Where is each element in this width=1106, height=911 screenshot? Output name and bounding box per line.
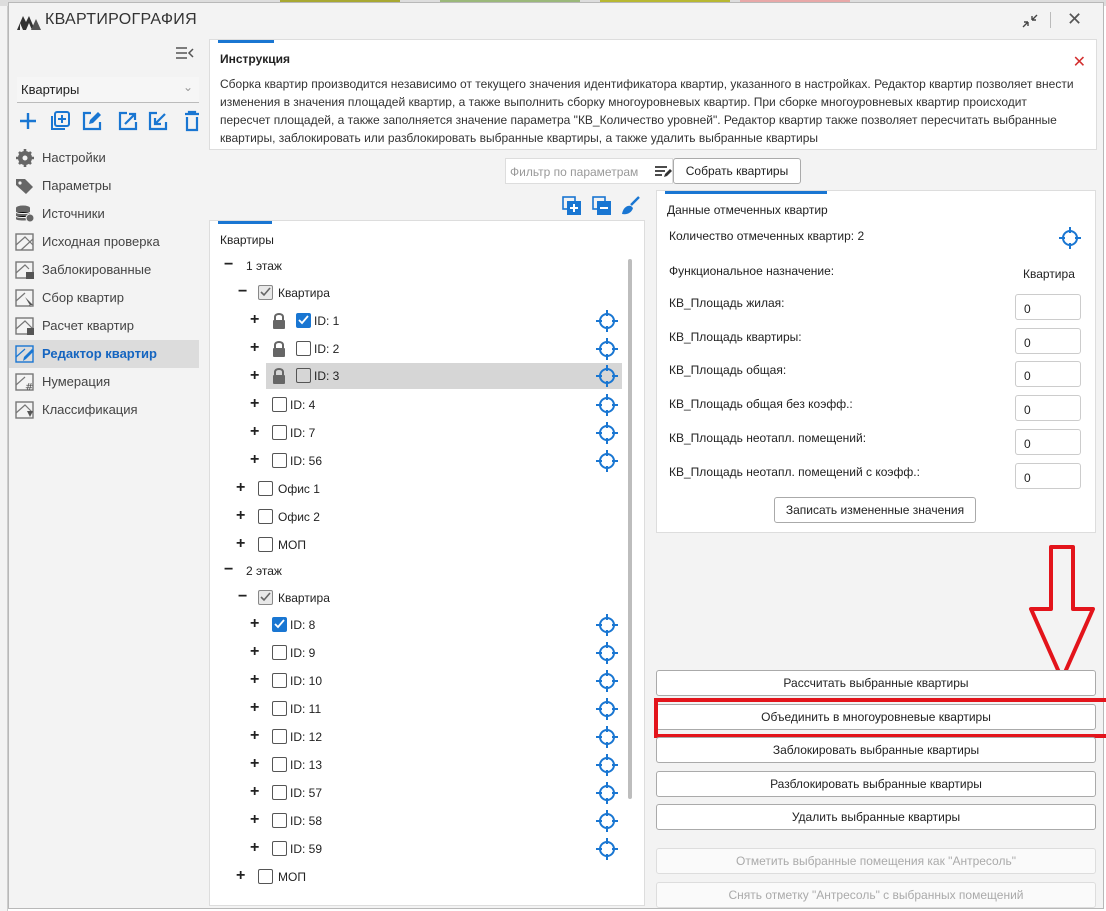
expand-node-icon[interactable]: + [250,839,260,856]
tree-title: Квартиры [220,233,274,247]
field-value: 0 [1024,471,1031,485]
field-label: КВ_Площадь квартиры: [669,330,802,344]
sidebar-item-label: Нумерация [42,374,111,389]
expand-node-icon[interactable]: + [250,615,260,632]
tree-row-apartment[interactable] [210,420,630,446]
tree-node-label: МОП [278,870,306,884]
field-label: КВ_Площадь неотапл. помещений: [669,431,867,445]
checkbox[interactable] [272,397,287,412]
tree-node-label: ID: 4 [290,398,316,412]
tree-row-apartment[interactable] [210,448,630,474]
filter-placeholder: Фильтр по параметрам [510,165,639,179]
sidebar-item-calc[interactable] [9,312,199,340]
tree-node-label: ID: 13 [290,758,323,772]
tree-node-label: ID: 57 [290,786,323,800]
checkbox[interactable] [272,785,287,800]
delete-icon[interactable] [181,110,203,132]
gear-icon [15,149,35,167]
sidebar-item-label: Источники [42,206,105,221]
expand-node-icon[interactable]: + [250,339,260,356]
tree-node-label: ID: 59 [290,842,323,856]
expand-node-icon[interactable]: + [236,507,246,524]
collapse-node-icon[interactable]: − [238,588,248,605]
lock-icon [272,368,286,384]
checkbox[interactable] [296,341,311,356]
field-label: КВ_Площадь жилая: [669,296,785,310]
merge-multilevel-button[interactable]: Объединить в многоуровневые квартиры [656,704,1096,730]
view-select-dropdown[interactable] [17,77,199,103]
close-window-icon[interactable]: ✕ [1067,9,1083,29]
tree-row-apartment[interactable] [210,336,630,362]
collapse-node-icon[interactable]: − [224,256,234,273]
tree-node-label: ID: 3 [314,369,340,383]
collapse-node-icon[interactable]: − [238,283,248,300]
checkbox[interactable] [272,673,287,688]
plan-collect-icon [15,289,35,307]
expand-node-icon[interactable]: + [250,423,260,440]
view-select-value: Квартиры [21,82,80,97]
accent-bar [218,40,274,43]
sidebar-item-collect[interactable] [9,284,199,312]
tree-node-label: Офис 1 [278,482,320,496]
target-icon[interactable] [596,670,618,692]
tree-node-label: ID: 2 [314,342,340,356]
tree-node-label: ID: 56 [290,454,323,468]
checkbox[interactable] [296,368,311,383]
app-logo-icon [17,13,41,31]
instruction-text [220,75,1080,147]
instruction-line: пересчет площадей, а также заполняется значение параметра "КВ_Количество уровней". Редактор квартир также позволяет пересчитать выбранные [220,113,1057,127]
expand-node-icon[interactable]: + [250,671,260,688]
tree-node-label: 2 этаж [246,564,282,578]
checkbox[interactable] [272,813,287,828]
expand-node-icon[interactable]: + [250,811,260,828]
checkbox[interactable] [272,757,287,772]
instruction-panel [209,39,1097,150]
field-value: 0 [1024,403,1031,417]
target-icon[interactable] [1059,227,1081,249]
unlock-selected-button[interactable]: Разблокировать выбранные квартиры [656,771,1096,797]
tree-node-label: ID: 7 [290,426,316,440]
sidebar-item-initial-check[interactable] [9,228,199,256]
app-window [8,2,1104,909]
close-instruction-icon[interactable]: ✕ [1072,54,1086,71]
tree-node-label: ID: 12 [290,730,323,744]
checkbox[interactable] [272,645,287,660]
import-icon[interactable] [147,110,169,132]
tree-row-apartment[interactable] [210,640,630,666]
expand-node-icon[interactable]: + [250,755,260,772]
target-icon[interactable] [596,782,618,804]
delete-selected-button[interactable]: Удалить выбранные квартиры [656,804,1096,830]
checkbox[interactable] [258,869,273,884]
sidebar-toolbar [17,110,199,136]
sidebar-item-label: Классификация [42,402,138,417]
titlebar-separator [1050,12,1051,28]
sidebar-item-label: Сбор квартир [42,290,124,305]
tree-row-group[interactable] [210,864,630,890]
tree-node-label: МОП [278,538,306,552]
selected-apartments-data-panel [656,190,1096,533]
checkbox[interactable] [272,425,287,440]
sidebar-item-parameters[interactable] [9,172,199,200]
target-icon[interactable] [596,450,618,472]
function-value: Квартира [1023,267,1075,281]
expand-node-icon[interactable]: + [250,367,260,384]
checkbox-checked[interactable] [272,617,287,632]
tree-node-label: Офис 2 [278,510,320,524]
field-value: 0 [1024,437,1031,451]
tree-row-apartment[interactable] [210,808,630,834]
checkbox-checked[interactable] [296,313,311,328]
expand-node-icon[interactable]: + [250,727,260,744]
tree-toolbar [561,195,651,217]
app-title: КВАРТИРОГРАФИЯ [45,11,197,28]
title-bar [9,3,1105,37]
sidebar-item-classification[interactable] [9,396,199,424]
target-icon[interactable] [596,394,618,416]
area-apartment-input[interactable] [1015,328,1081,354]
tree-row-apartment[interactable] [210,780,630,806]
tree-row-apartment[interactable] [210,612,630,638]
field-label: КВ_Площадь общая без коэфф.: [669,397,853,411]
export-icon[interactable] [117,110,139,132]
filter-input[interactable] [505,158,673,184]
tree-row-group[interactable] [210,504,630,530]
expand-node-icon[interactable]: + [236,479,246,496]
collapse-node-icon[interactable]: − [224,561,234,578]
expand-node-icon[interactable]: + [250,311,260,328]
add-copy-icon[interactable] [49,110,71,132]
accent-bar [665,191,827,194]
target-icon[interactable] [596,422,618,444]
filter-edit-icon[interactable] [654,164,672,178]
area-unheated-input[interactable] [1015,429,1081,455]
tree-row-apartment[interactable] [210,724,630,750]
lock-icon [272,313,286,329]
field-value: 0 [1024,302,1031,316]
tree-node-label: ID: 11 [290,702,322,716]
sidebar-item-numbering[interactable] [9,368,199,396]
function-label: Функциональное назначение: [669,264,835,278]
target-icon[interactable] [596,754,618,776]
sidebar-item-editor[interactable] [9,340,199,368]
tree-node-label: Квартира [278,591,330,605]
calc-selected-button[interactable]: Рассчитать выбранные квартиры [656,670,1096,696]
target-icon[interactable] [596,810,618,832]
sidebar-item-label: Редактор квартир [42,346,157,361]
target-icon[interactable] [596,338,618,360]
restore-window-icon[interactable] [1019,11,1041,31]
unmark-mezzanine-button[interactable]: Снять отметку "Антресоль" с выбранных помещений [656,882,1096,908]
tree-node-label: ID: 1 [314,314,340,328]
tree-row-group[interactable] [210,585,630,611]
svg-text:#: # [25,382,34,391]
data-panel-title: Данные отмеченных квартир [667,203,828,217]
plan-check-icon [15,233,35,251]
tree-node-label: ID: 8 [290,618,316,632]
expand-node-icon[interactable]: + [250,783,260,800]
instruction-line: квартиры, заблокировать или разблокировать выбранные квартиры, а также удалить выбранные квартиры [220,131,819,145]
target-icon[interactable] [596,726,618,748]
checkbox[interactable] [272,729,287,744]
expand-node-icon[interactable]: + [236,867,246,884]
plan-number-icon [15,373,35,391]
target-icon[interactable] [596,310,618,332]
sidebar-item-label: Заблокированные [42,262,152,277]
tree-row-group[interactable] [210,280,630,306]
tag-icon [15,177,35,195]
area-unheated-coef-input[interactable] [1015,463,1081,489]
tree-row-apartment[interactable] [210,752,630,778]
tree-row-group[interactable] [210,532,630,558]
expand-node-icon[interactable]: + [250,451,260,468]
collapse-menu-icon[interactable] [175,45,195,61]
target-icon[interactable] [596,365,618,387]
target-icon[interactable] [596,642,618,664]
sidebar-item-sources[interactable] [9,200,199,228]
checkbox[interactable] [272,701,287,716]
lock-selected-button[interactable]: Заблокировать выбранные квартиры [656,737,1096,763]
edit-icon[interactable] [81,110,103,132]
write-values-button[interactable]: Записать измененные значения [774,497,976,523]
tree-node-label: 1 этаж [246,259,282,273]
expand-node-icon[interactable]: + [250,643,260,660]
build-apartments-button[interactable]: Собрать квартиры [673,158,801,184]
tree-row-floor[interactable] [210,253,630,279]
expand-node-icon[interactable]: + [250,395,260,412]
tree-row-apartment[interactable] [210,392,630,418]
target-icon[interactable] [596,838,618,860]
area-living-input[interactable] [1015,294,1081,320]
tree-row-floor[interactable] [210,558,630,584]
expand-node-icon[interactable]: + [236,535,246,552]
collapse-all-icon[interactable] [591,195,613,217]
tree-row-apartment-selected[interactable] [266,363,622,389]
highlight-frame [654,698,1106,738]
tree-node-label: Квартира [278,286,330,300]
plan-classify-icon [15,401,35,419]
expand-node-icon[interactable]: + [250,699,260,716]
field-label: КВ_Площадь общая: [669,363,787,377]
tree-node-label: ID: 58 [290,814,323,828]
sidebar-item-settings[interactable] [9,144,199,172]
sidebar-item-locked[interactable] [9,256,199,284]
area-total-no-coef-input[interactable] [1015,395,1081,421]
tree-row-apartment[interactable] [210,696,630,722]
sidebar-item-label: Параметры [42,178,112,193]
instruction-title: Инструкция [220,52,291,66]
plan-edit-icon [15,345,35,363]
background-window-edge [0,6,8,911]
mark-mezzanine-button[interactable]: Отметить выбранные помещения как "Антресоль" [656,848,1096,874]
instruction-line: изменения в значения площадей квартир, а также выполнить сборку многоуровневых квартир. При сборке многоуровневых квартир происходит [220,95,1027,109]
sidebar-item-label: Исходная проверка [42,234,160,249]
tree-row-apartment[interactable] [210,308,630,334]
plan-calc-icon [15,317,35,335]
sidebar-item-label: Расчет квартир [42,318,135,333]
tree-node-label: ID: 10 [290,674,323,688]
sidebar-item-label: Настройки [42,150,106,165]
tree-row-apartment[interactable] [210,668,630,694]
tree-node-label: ID: 9 [290,646,316,660]
sidebar [9,37,209,907]
checkbox[interactable] [258,537,273,552]
tree-row-apartment[interactable] [210,836,630,862]
plan-lock-icon [15,261,35,279]
lock-icon [272,341,286,357]
accent-bar [218,221,272,224]
field-value: 0 [1024,336,1031,350]
tree-row-group[interactable] [210,476,630,502]
database-icon [15,205,35,223]
chevron-down-icon: ⌄ [182,80,193,94]
area-total-input[interactable] [1015,361,1081,387]
instruction-line: Сборка квартир производится независимо от текущего значения идентификатора квартир, указанного в настройках. Редактор квартир позволяет внести [220,77,1074,91]
target-icon[interactable] [596,614,618,636]
field-label: КВ_Площадь неотапл. помещений с коэфф.: [669,465,920,479]
expand-all-icon[interactable] [561,195,583,217]
field-value: 0 [1024,369,1031,383]
target-icon[interactable] [596,698,618,720]
checkbox[interactable] [258,509,273,524]
checkbox-partial[interactable] [258,285,273,300]
clear-brush-icon[interactable] [619,195,641,217]
selected-count-label: Количество отмеченных квартир: 2 [669,229,865,243]
checkbox[interactable] [258,481,273,496]
checkbox[interactable] [272,841,287,856]
add-icon[interactable] [17,110,39,132]
checkbox-partial[interactable] [258,590,273,605]
apartments-tree-panel [209,220,645,906]
checkbox[interactable] [272,453,287,468]
red-arrow-down-icon [1027,545,1097,683]
